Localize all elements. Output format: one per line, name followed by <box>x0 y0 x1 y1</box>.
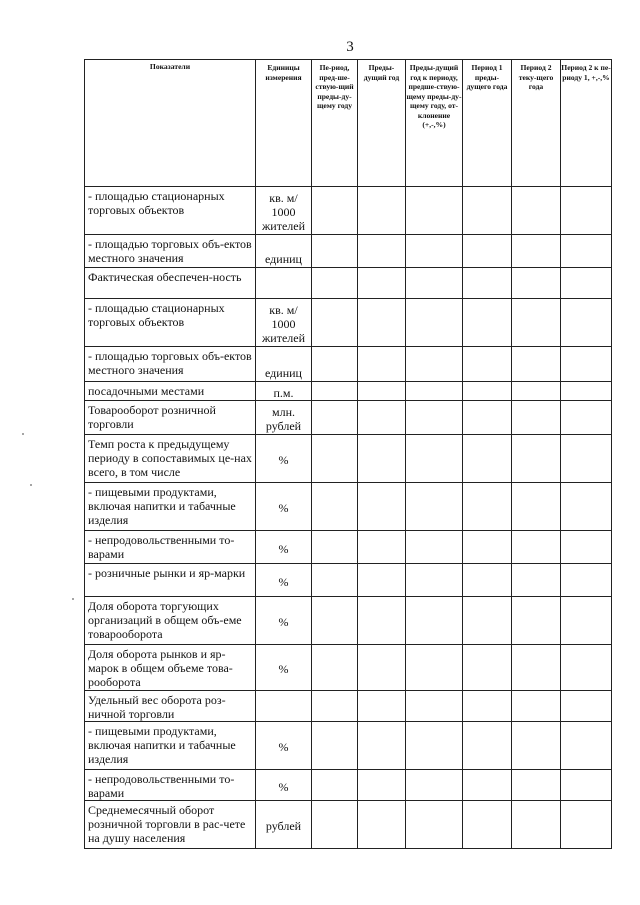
indicator-cell: - пищевыми продуктами, включая напитки и табачные изделия <box>85 483 256 531</box>
indicator-cell: - пищевыми продуктами, включая напитки и табачные изделия <box>85 722 256 770</box>
value-cell <box>512 382 561 401</box>
value-cell <box>463 801 512 849</box>
unit-cell: единиц <box>256 347 312 382</box>
unit-cell: % <box>256 435 312 483</box>
unit-cell <box>256 268 312 299</box>
value-cell <box>312 645 358 691</box>
value-cell <box>358 299 406 347</box>
header-units: Единицы измерения <box>256 60 312 187</box>
indicator-cell: Фактическая обеспечен-ность <box>85 268 256 299</box>
indicator-cell: - площадью стационарных торговых объектов <box>85 299 256 347</box>
value-cell <box>512 564 561 597</box>
value-cell <box>561 235 612 268</box>
value-cell <box>406 483 463 531</box>
table-row <box>85 268 612 299</box>
value-cell <box>312 299 358 347</box>
indicator-cell: Доля оборота торгующих организаций в общем объ-еме товарооборота <box>85 597 256 645</box>
header-row <box>85 60 612 187</box>
unit-cell: % <box>256 597 312 645</box>
value-cell <box>561 564 612 597</box>
value-cell <box>312 382 358 401</box>
value-cell <box>312 770 358 801</box>
value-cell <box>406 435 463 483</box>
value-cell <box>463 597 512 645</box>
value-cell <box>561 597 612 645</box>
table-row <box>85 531 612 564</box>
indicator-cell: - площадью стационарных торговых объектов <box>85 187 256 235</box>
value-cell <box>512 435 561 483</box>
value-cell <box>463 382 512 401</box>
value-cell <box>512 722 561 770</box>
value-cell <box>358 347 406 382</box>
unit-cell: % <box>256 645 312 691</box>
indicator-cell: - площадью торговых объ-ектов местного значения <box>85 347 256 382</box>
scan-speck <box>22 433 24 435</box>
value-cell <box>406 382 463 401</box>
indicator-cell: - непродовольственными то-варами <box>85 531 256 564</box>
value-cell <box>512 235 561 268</box>
table-row <box>85 801 612 849</box>
value-cell <box>312 268 358 299</box>
table-row <box>85 770 612 801</box>
value-cell <box>406 401 463 435</box>
value-cell <box>406 531 463 564</box>
table-row <box>85 435 612 483</box>
value-cell <box>358 187 406 235</box>
table-row <box>85 187 612 235</box>
value-cell <box>312 435 358 483</box>
value-cell <box>406 564 463 597</box>
value-cell <box>561 645 612 691</box>
unit-cell: % <box>256 531 312 564</box>
value-cell <box>358 435 406 483</box>
value-cell <box>561 401 612 435</box>
value-cell <box>463 401 512 435</box>
table-row <box>85 347 612 382</box>
value-cell <box>312 564 358 597</box>
value-cell <box>463 645 512 691</box>
value-cell <box>512 645 561 691</box>
value-cell <box>358 401 406 435</box>
value-cell <box>406 597 463 645</box>
indicator-cell: Удельный вес оборота роз-ничной торговли <box>85 691 256 722</box>
value-cell <box>358 268 406 299</box>
table-row <box>85 483 612 531</box>
value-cell <box>312 597 358 645</box>
table-row <box>85 299 612 347</box>
value-cell <box>463 235 512 268</box>
page-number: 3 <box>346 39 354 55</box>
value-cell <box>406 645 463 691</box>
value-cell <box>463 435 512 483</box>
indicator-cell: посадочными местами <box>85 382 256 401</box>
value-cell <box>512 483 561 531</box>
unit-cell: % <box>256 722 312 770</box>
value-cell <box>406 187 463 235</box>
table-row <box>85 691 612 722</box>
value-cell <box>406 770 463 801</box>
unit-cell: кв. м/ 1000 жителей <box>256 187 312 235</box>
scan-speck <box>30 484 32 486</box>
value-cell <box>561 347 612 382</box>
value-cell <box>463 531 512 564</box>
indicator-cell: Товарооборот розничной торговли <box>85 401 256 435</box>
header-period-2: Период 2 теку-щего года <box>512 60 561 187</box>
header-indicators: Показатели <box>85 60 256 187</box>
value-cell <box>561 483 612 531</box>
value-cell <box>561 435 612 483</box>
value-cell <box>406 268 463 299</box>
value-cell <box>312 801 358 849</box>
header-period-1: Период 1 преды-дущего года <box>463 60 512 187</box>
table-row <box>85 564 612 597</box>
value-cell <box>463 268 512 299</box>
value-cell <box>406 722 463 770</box>
value-cell <box>312 531 358 564</box>
value-cell <box>358 645 406 691</box>
value-cell <box>358 691 406 722</box>
value-cell <box>561 770 612 801</box>
header-deviation: Преды-дущий год к периоду, предше-ствую-щему преды-ду-щему году, от-клонение (+,-,%) <box>406 60 463 187</box>
value-cell <box>561 187 612 235</box>
value-cell <box>358 483 406 531</box>
value-cell <box>463 722 512 770</box>
value-cell <box>358 564 406 597</box>
value-cell <box>512 770 561 801</box>
value-cell <box>406 691 463 722</box>
value-cell <box>358 801 406 849</box>
value-cell <box>512 299 561 347</box>
scan-speck <box>72 598 74 600</box>
value-cell <box>512 187 561 235</box>
value-cell <box>561 382 612 401</box>
value-cell <box>463 483 512 531</box>
table-row <box>85 401 612 435</box>
unit-cell: млн. рублей <box>256 401 312 435</box>
unit-cell: % <box>256 564 312 597</box>
value-cell <box>463 691 512 722</box>
value-cell <box>512 597 561 645</box>
value-cell <box>312 235 358 268</box>
value-cell <box>512 268 561 299</box>
value-cell <box>312 187 358 235</box>
value-cell <box>463 564 512 597</box>
value-cell <box>463 347 512 382</box>
table-row <box>85 722 612 770</box>
header-period-before-previous: Пе-риод, пред-ше-ствую-щий преды-ду-щему году <box>312 60 358 187</box>
indicator-cell: Среднемесячный оборот розничной торговли в рас-чете на душу населения <box>85 801 256 849</box>
value-cell <box>463 187 512 235</box>
indicator-cell: - розничные рынки и яр-марки <box>85 564 256 597</box>
value-cell <box>561 722 612 770</box>
unit-cell: кв. м/ 1000 жителей <box>256 299 312 347</box>
value-cell <box>312 722 358 770</box>
value-cell <box>358 770 406 801</box>
value-cell <box>406 235 463 268</box>
value-cell <box>358 722 406 770</box>
value-cell <box>463 770 512 801</box>
value-cell <box>312 483 358 531</box>
value-cell <box>512 347 561 382</box>
value-cell <box>463 299 512 347</box>
unit-cell: % <box>256 770 312 801</box>
value-cell <box>512 401 561 435</box>
value-cell <box>512 801 561 849</box>
value-cell <box>561 801 612 849</box>
indicator-cell: Темп роста к предыдущему периоду в сопоставимых це-нах всего, в том числе <box>85 435 256 483</box>
value-cell <box>312 401 358 435</box>
value-cell <box>406 801 463 849</box>
indicator-cell: - непродовольственными то-варами <box>85 770 256 801</box>
table-row <box>85 382 612 401</box>
unit-cell: рублей <box>256 801 312 849</box>
indicator-cell: Доля оборота рынков и яр-марок в общем объеме това-рооборота <box>85 645 256 691</box>
value-cell <box>406 299 463 347</box>
value-cell <box>512 691 561 722</box>
unit-cell: единиц <box>256 235 312 268</box>
value-cell <box>358 382 406 401</box>
value-cell <box>561 691 612 722</box>
value-cell <box>561 531 612 564</box>
table-row <box>85 235 612 268</box>
value-cell <box>561 268 612 299</box>
value-cell <box>358 235 406 268</box>
indicator-cell: - площадью торговых объ-ектов местного значения <box>85 235 256 268</box>
value-cell <box>561 299 612 347</box>
header-previous-year: Преды-дущий год <box>358 60 406 187</box>
value-cell <box>406 347 463 382</box>
unit-cell <box>256 691 312 722</box>
value-cell <box>358 597 406 645</box>
value-cell <box>358 531 406 564</box>
value-cell <box>312 347 358 382</box>
indicators-table <box>84 59 612 849</box>
table-row <box>85 645 612 691</box>
unit-cell: % <box>256 483 312 531</box>
value-cell <box>312 691 358 722</box>
value-cell <box>512 531 561 564</box>
unit-cell: п.м. <box>256 382 312 401</box>
table-row <box>85 597 612 645</box>
header-period-2-vs-1: Период 2 к пе-риоду 1, +,-,% <box>561 60 612 187</box>
